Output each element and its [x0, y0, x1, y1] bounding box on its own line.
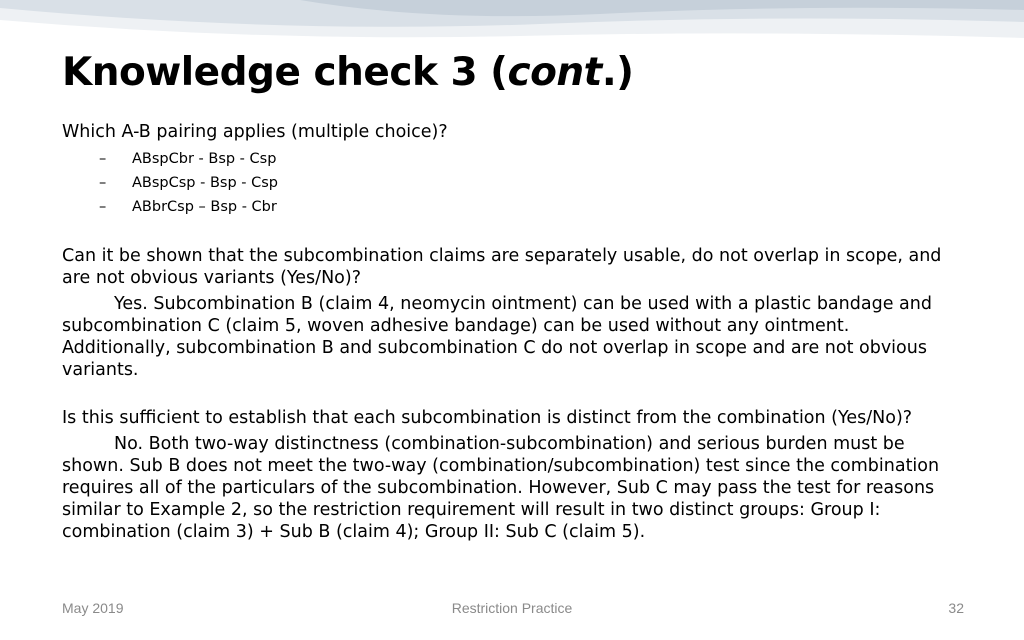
list-item: – ABbrCsp – Bsp - Cbr	[62, 195, 962, 219]
header-banner-decoration	[0, 0, 1024, 48]
list-marker: –	[99, 175, 107, 191]
answer-2: Yes. Subcombination B (claim 4, neomycin ointment) can be used with a plastic bandage and subcombination C (claim 5, woven adhesive bandage) can be used without any ointment. Additionally, subcombination B and subcombination C do not overlap in scope and are not obvious variants.	[62, 294, 932, 380]
list-item: – ABspCsp - Bsp - Csp	[62, 171, 962, 195]
page-title: Knowledge check 3 (cont.)	[62, 50, 634, 95]
question-3: Is this sufficient to establish that each subcombination is distinct from the combination (Yes/No)?	[62, 408, 913, 428]
footer-title: Restriction Practice	[451, 600, 573, 616]
list-item: – ABspCbr - Bsp - Csp	[62, 147, 962, 171]
slide-content	[62, 121, 962, 543]
list-marker: –	[99, 199, 107, 215]
answer-3: No. Both two-way distinctness (combination-subcombination) and serious burden must be shown. Sub B does not meet the two-way (combination/subcombination) test since the combination requires all of the particulars of the subcombination. However, Sub C may pass the test for reasons similar to Example 2, so the restriction requirement will result in two distinct groups: Group I: combination (claim 3) + Sub B (claim 4); Group II: Sub C (claim 5).	[62, 434, 940, 542]
page-number: 32	[948, 600, 964, 616]
options-list	[62, 147, 962, 219]
list-marker: –	[99, 151, 107, 167]
question-1: Which A-B pairing applies (multiple choice)?	[62, 122, 448, 142]
question-2: Can it be shown that the subcombination claims are separately usable, do not overlap in scope, and are not obvious variants (Yes/No)?	[62, 246, 942, 288]
footer-date: May 2019	[62, 600, 124, 616]
